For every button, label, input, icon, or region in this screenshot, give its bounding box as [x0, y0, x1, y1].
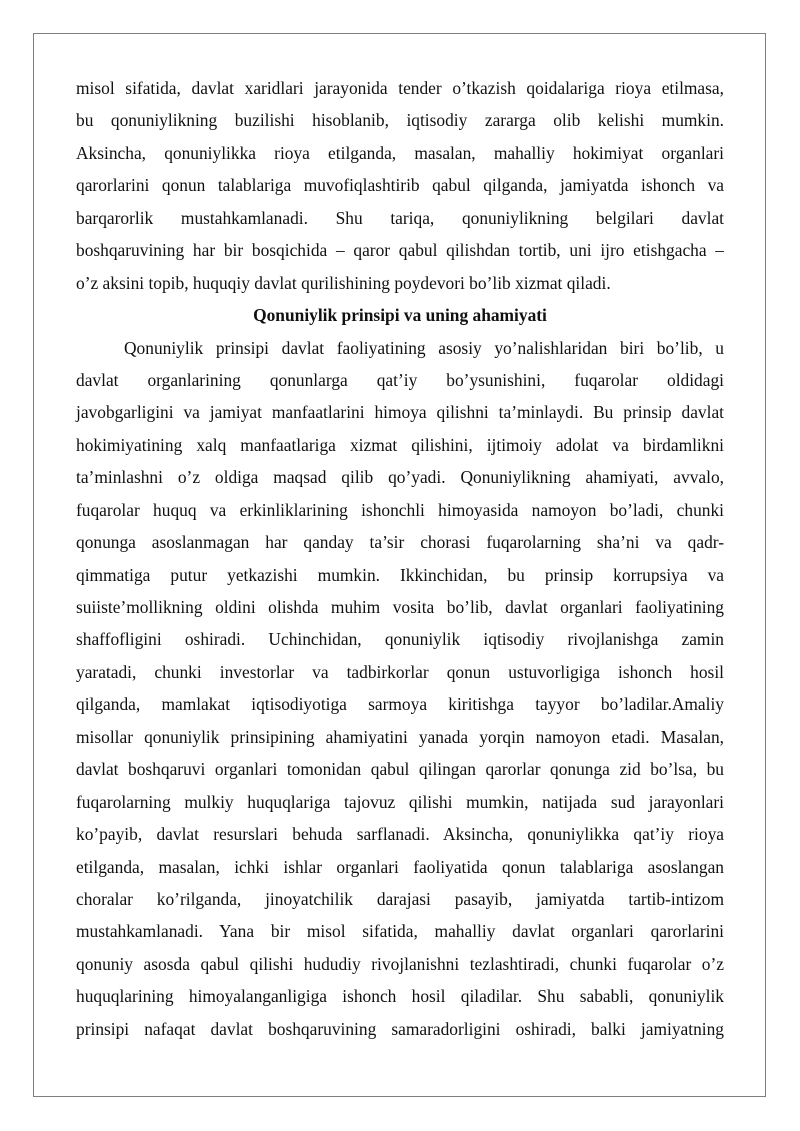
- paragraph-continued: [76, 72, 724, 299]
- text-line: prinsipi nafaqat davlat boshqaruvining samaradorligini oshiradi, balki jamiyatning: [76, 1018, 724, 1039]
- text-line: shaffofligini oshiradi. Uchinchidan, qonuniylik iqtisodiy rivojlanishga zamin: [76, 629, 724, 650]
- document-body: [76, 72, 724, 1045]
- text-line: ko’payib, davlat resurslari behuda sarflanadi. Aksincha, qonuniylikka qat’iy rioya: [76, 824, 724, 845]
- text-line: Qonuniylik prinsipi davlat faoliyatining asosiy yo’nalishlaridan biri bo’lib, u: [124, 337, 724, 358]
- text-line: Aksincha, qonuniylikka rioya etilganda, masalan, mahalliy hokimiyat organlari: [76, 142, 724, 163]
- text-line: suiiste’mollikning oldini olishda muhim vosita bo’lib, davlat organlari faoliyatining: [76, 597, 724, 617]
- text-line: choralar ko’rilganda, jinoyatchilik darajasi pasayib, jamiyatda tartib-intizom: [76, 888, 724, 909]
- text-line: qilganda, mamlakat iqtisodiyotiga sarmoya kiritishga tayyor bo’ladilar.Amaliy: [76, 694, 724, 715]
- text-line: misol sifatida, davlat xaridlari jarayonida tender o’tkazish qoidalariga rioya etilmasa,: [76, 78, 724, 98]
- text-line: davlat boshqaruvi organlari tomonidan qabul qilingan qarorlar qonunga zid bo’lsa, bu: [76, 759, 724, 780]
- text-line: qarorlarini qonun talablariga muvofiqlashtirib qabul qilganda, jamiyatda ishonch va: [76, 175, 724, 196]
- text-line: mustahkamlanadi. Yana bir misol sifatida, mahalliy davlat organlari qarorlarini: [76, 921, 724, 942]
- paragraph-main: [76, 332, 724, 1046]
- text-line: davlat organlarining qonunlarga qat’iy bo’ysunishini, fuqarolar oldidagi: [76, 369, 724, 390]
- text-line: hokimiyatining xalq manfaatlariga xizmat qilishini, ijtimoiy adolat va birdamlikni: [76, 434, 724, 455]
- text-line: misollar qonuniylik prinsipining ahamiyatini yanada yorqin namoyon etadi. Masalan,: [76, 726, 724, 747]
- text-line: qonunga asoslanmagan har qanday ta’sir chorasi fuqarolarning sha’ni va qadr-: [76, 532, 724, 553]
- text-line: qimmatiga putur yetkazishi mumkin. Ikkinchidan, bu prinsip korrupsiya va: [76, 564, 724, 585]
- text-line: huquqlarining himoyalanganligiga ishonch hosil qiladilar. Shu sababli, qonuniylik: [76, 986, 724, 1007]
- text-line: qonuniy asosda qabul qilishi hududiy rivojlanishni tezlashtiradi, chunki fuqarolar o’z: [76, 953, 724, 974]
- text-line: o’z aksini topib, huquqiy davlat qurilishining poydevori bo’lib xizmat qiladi.: [76, 272, 611, 293]
- text-line: boshqaruvining har bir bosqichida – qaror qabul qilishdan tortib, uni ijro etishgacha –: [76, 240, 724, 261]
- text-line: yaratadi, chunki investorlar va tadbirkorlar qonun ustuvorligiga ishonch hosil: [76, 661, 724, 682]
- text-line: fuqarolar huquq va erkinliklarining ishonchli himoyasida namoyon bo’ladi, chunki: [76, 499, 724, 520]
- text-line: etilganda, masalan, ichki ishlar organlari faoliyatida qonun talablariga asoslangan: [76, 856, 724, 877]
- text-line: javobgarligini va jamiyat manfaatlarini himoya qilishni ta’minlaydi. Bu prinsip davlat: [76, 402, 724, 423]
- text-line: fuqarolarning mulkiy huquqlariga tajovuz qilishi mumkin, natijada sud jarayonlari: [76, 791, 724, 812]
- text-line: ta’minlashni o’z oldiga maqsad qilib qo’yadi. Qonuniylikning ahamiyati, avvalo,: [76, 467, 724, 488]
- text-line: bu qonuniylikning buzilishi hisoblanib, iqtisodiy zararga olib kelishi mumkin.: [76, 110, 724, 131]
- text-line: barqarorlik mustahkamlanadi. Shu tariqa, qonuniylikning belgilari davlat: [76, 207, 724, 228]
- section-heading: Qonuniylik prinsipi va uning ahamiyati: [253, 305, 547, 326]
